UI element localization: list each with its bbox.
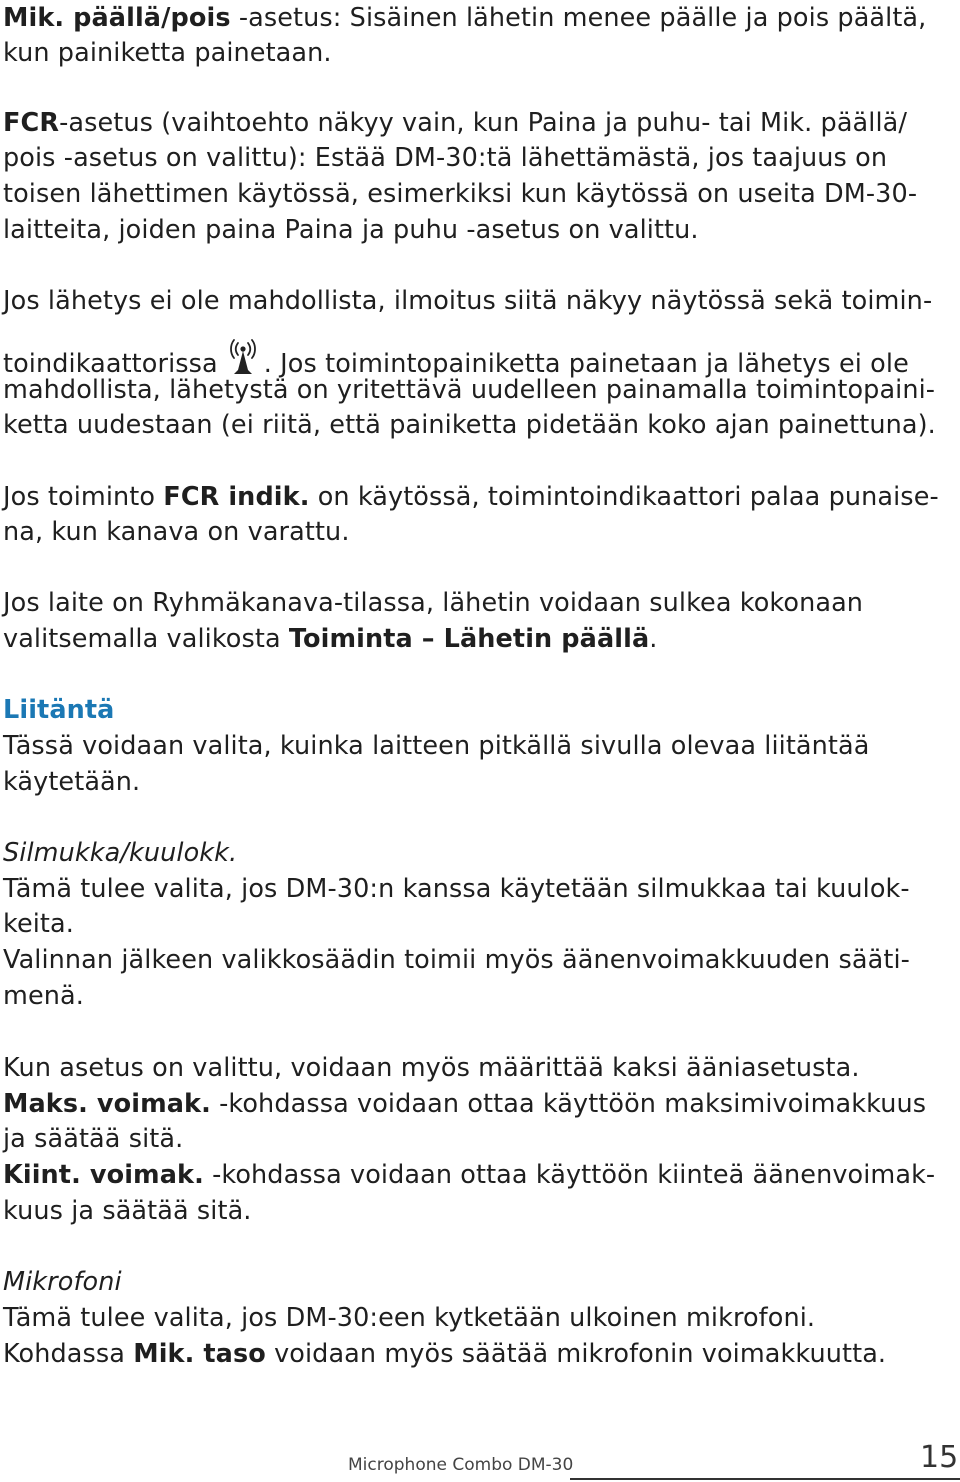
footer-product-title: Microphone Combo DM-30 bbox=[348, 1455, 574, 1475]
liitanta-line-1: Tässä voidaan valita, kuinka laitteen pitkällä sivulla olevaa liitäntää bbox=[3, 731, 870, 761]
subheading-silmukka: Silmukka/kuulokk. bbox=[3, 838, 238, 868]
tx-failure-line-4: ketta uudestaan (ei riitä, että painiketta pidetään koko ajan painettuna). bbox=[3, 410, 936, 440]
fcr-term: FCR bbox=[3, 108, 60, 138]
fcr-line-2: pois -asetus on valittu): Estää DM-30:tä lähettämästä, jos taajuus on bbox=[3, 143, 888, 173]
mic-toggle-term: Mik. päällä/pois bbox=[3, 3, 231, 33]
silmukka-line-2: keita. bbox=[3, 909, 74, 939]
volume-line-1: Kun asetus on valittu, voidaan myös määrittää kaksi ääniasetusta. bbox=[3, 1053, 860, 1083]
tx-failure-line-3: mahdollista, lähetystä on yritettävä uudelleen painamalla toimintopaini- bbox=[3, 375, 936, 405]
mikrofoni-line-2: Kohdassa Mik. taso voidaan myös säätää mikrofonin voimakkuutta. bbox=[3, 1339, 887, 1369]
subheading-mikrofoni: Mikrofoni bbox=[3, 1267, 122, 1297]
fcr-indicator-line-1: Jos toiminto FCR indik. on käytössä, toimintoindikaattori palaa punaise- bbox=[3, 482, 939, 512]
fcr-line-4: laitteita, joiden paina Paina ja puhu -asetus on valittu. bbox=[3, 215, 699, 245]
group-channel-line-1: Jos laite on Ryhmäkanava-tilassa, lähetin voidaan sulkea kokonaan bbox=[3, 588, 864, 618]
volume-line-3: ja säätää sitä. bbox=[3, 1124, 184, 1154]
mikrofoni-line-1: Tämä tulee valita, jos DM-30:een kytketään ulkoinen mikrofoni. bbox=[3, 1303, 816, 1333]
tx-failure-line-2: toindikaattorissa . Jos toimintopainiketta painetaan ja lähetys ei ole bbox=[3, 336, 909, 382]
volume-line-5: kuus ja säätää sitä. bbox=[3, 1196, 252, 1226]
max-volume-term: Maks. voimak. bbox=[3, 1089, 211, 1119]
group-channel-line-2: valitsemalla valikosta Toiminta – Lähetin päällä. bbox=[3, 624, 658, 654]
section-heading-liitanta: Liitäntä bbox=[3, 695, 115, 725]
volume-line-4: Kiint. voimak. -kohdassa voidaan ottaa käyttöön kiinteä äänenvoimak- bbox=[3, 1160, 936, 1190]
fcr-indicator-line-2: na, kun kanava on varattu. bbox=[3, 517, 350, 547]
tx-failure-line-1: Jos lähetys ei ole mahdollista, ilmoitus siitä näkyy näytössä sekä toimin- bbox=[3, 286, 933, 316]
mic-level-term: Mik. taso bbox=[133, 1339, 266, 1369]
menu-path-term: Toiminta – Lähetin päällä bbox=[288, 624, 650, 654]
fixed-volume-term: Kiint. voimak. bbox=[3, 1160, 204, 1190]
footer-rule bbox=[570, 1478, 960, 1480]
fcr-line-3: toisen lähettimen käytössä, esimerkiksi kun käytössä on useita DM-30- bbox=[3, 179, 918, 209]
liitanta-line-2: käytetään. bbox=[3, 767, 141, 797]
fcr-line-1: FCR-asetus (vaihtoehto näkyy vain, kun Paina ja puhu- tai Mik. päällä/ bbox=[3, 108, 908, 138]
fcr-indik-term: FCR indik. bbox=[163, 482, 310, 512]
mic-toggle-line-2: kun painiketta painetaan. bbox=[3, 38, 332, 68]
transmitter-tower-icon bbox=[224, 336, 262, 376]
silmukka-line-4: menä. bbox=[3, 981, 84, 1011]
silmukka-line-1: Tämä tulee valita, jos DM-30:n kanssa käytetään silmukkaa tai kuulok- bbox=[3, 874, 910, 904]
mic-toggle-line-1: Mik. päällä/pois -asetus: Sisäinen lähetin menee päälle ja pois päältä, bbox=[3, 3, 927, 33]
volume-line-2: Maks. voimak. -kohdassa voidaan ottaa käyttöön maksimivoimakkuus bbox=[3, 1089, 927, 1119]
silmukka-line-3: Valinnan jälkeen valikkosäädin toimii myös äänenvoimakkuuden sääti- bbox=[3, 945, 910, 975]
page-number: 15 bbox=[920, 1440, 959, 1475]
